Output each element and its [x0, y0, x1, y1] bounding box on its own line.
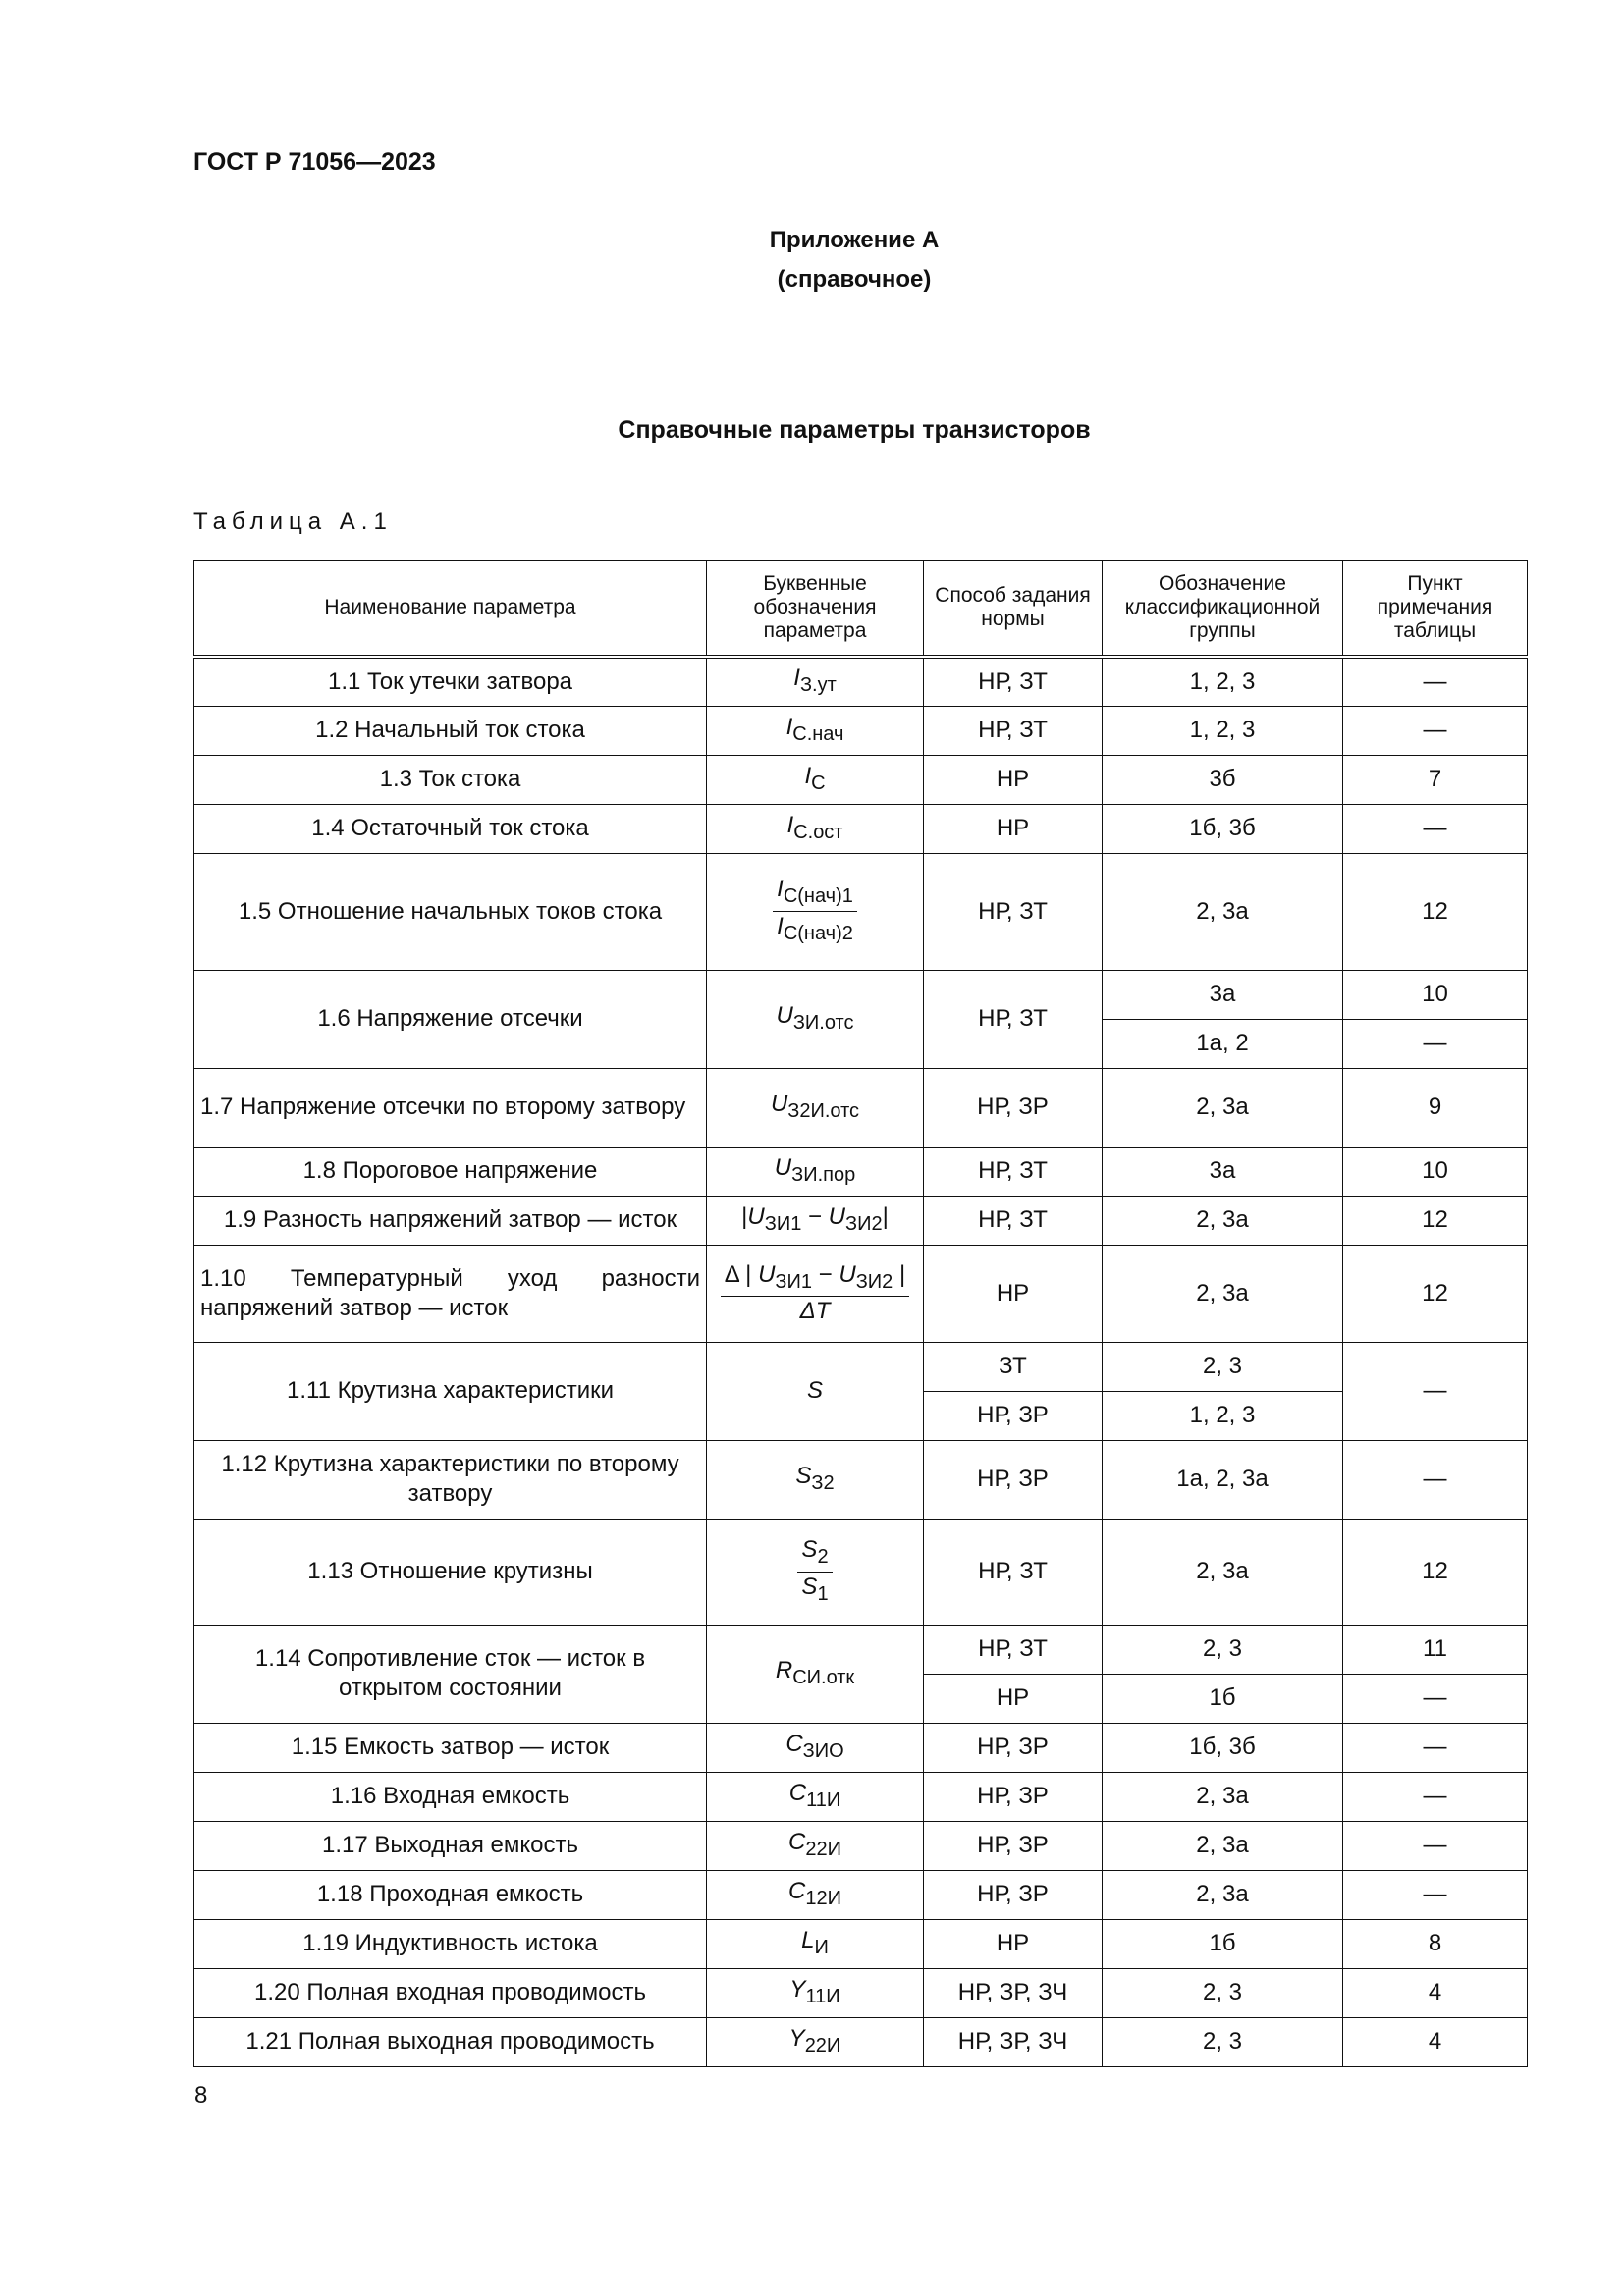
class-group: 2, 3а: [1103, 1245, 1343, 1342]
col-header-symbol: Буквенные обозначения параметра: [707, 561, 924, 658]
class-group: 2, 3а: [1103, 1870, 1343, 1919]
param-symbol: $U_{З2И.отс}$: [707, 1068, 924, 1147]
note-ref: 12: [1343, 1196, 1528, 1245]
param-symbol: $C_{ЗИО}$: [707, 1723, 924, 1772]
param-name: 1.21 Полная выходная проводимость: [194, 2017, 707, 2066]
param-name: 1.15 Емкость затвор — исток: [194, 1723, 707, 1772]
class-group: 1а, 2, 3а: [1103, 1440, 1343, 1519]
norm-method: НР: [924, 804, 1103, 853]
param-name: 1.8 Пороговое напряжение: [194, 1147, 707, 1196]
param-name: 1.20 Полная входная проводимость: [194, 1968, 707, 2017]
norm-method: НР, ЗР, ЗЧ: [924, 1968, 1103, 2017]
table-row: [194, 657, 1528, 706]
table-row: [194, 706, 1528, 755]
class-group: 1, 2, 3: [1103, 657, 1343, 706]
norm-method: НР, ЗТ: [924, 657, 1103, 706]
norm-method: НР: [924, 1245, 1103, 1342]
param-symbol: $S_{З2}$: [707, 1440, 924, 1519]
col-header-note: Пункт примечания таблицы: [1343, 561, 1528, 658]
table-row: [194, 1440, 1528, 1519]
table-row: [194, 1342, 1528, 1391]
norm-method: НР, ЗТ: [924, 970, 1103, 1068]
class-group: 2, 3: [1103, 1968, 1343, 2017]
param-name: 1.5 Отношение начальных токов стока: [194, 853, 707, 970]
param-symbol: $I_С$: [707, 755, 924, 804]
fraction: $\frac{S_2}{S_1}$: [797, 1535, 832, 1609]
class-group: 1, 2, 3: [1103, 706, 1343, 755]
class-group: 2, 3а: [1103, 853, 1343, 970]
param-name: 1.11 Крутизна характеристики: [194, 1342, 707, 1440]
fraction: $\frac{I_{С(нач)1}}{I_{С(нач)2}}$: [773, 875, 857, 948]
param-symbol: $Y_{11И}$: [707, 1968, 924, 2017]
class-group: 2, 3а: [1103, 1519, 1343, 1625]
norm-method: НР: [924, 1674, 1103, 1723]
param-symbol: $U_{ЗИ.отс}$: [707, 970, 924, 1068]
norm-method: ЗТ: [924, 1342, 1103, 1391]
param-symbol: $I_{З.ут}$: [707, 657, 924, 706]
table-row: [194, 1723, 1528, 1772]
note-ref: 10: [1343, 1147, 1528, 1196]
param-name: 1.4 Остаточный ток стока: [194, 804, 707, 853]
norm-method: НР, ЗР: [924, 1440, 1103, 1519]
param-symbol: [707, 1245, 924, 1342]
param-name: 1.6 Напряжение отсечки: [194, 970, 707, 1068]
class-group: 1б, 3б: [1103, 804, 1343, 853]
table-row: [194, 1870, 1528, 1919]
note-ref: 4: [1343, 1968, 1528, 2017]
class-group: 3б: [1103, 755, 1343, 804]
norm-method: НР, ЗР: [924, 1772, 1103, 1821]
note-ref: 4: [1343, 2017, 1528, 2066]
note-ref: 7: [1343, 755, 1528, 804]
section-title: Справочные параметры транзисторов: [618, 416, 1091, 444]
note-ref: —: [1343, 1019, 1528, 1068]
norm-method: НР, ЗР: [924, 1870, 1103, 1919]
note-ref: 12: [1343, 1519, 1528, 1625]
table-row: [194, 1196, 1528, 1245]
note-ref: —: [1343, 1342, 1528, 1440]
class-group: 3а: [1103, 970, 1343, 1019]
table-row: [194, 1245, 1528, 1342]
table-header-row: [194, 561, 1528, 658]
note-ref: —: [1343, 1821, 1528, 1870]
param-name: 1.9 Разность напряжений затвор — исток: [194, 1196, 707, 1245]
note-ref: —: [1343, 1674, 1528, 1723]
table-row: [194, 1068, 1528, 1147]
param-name: 1.18 Проходная емкость: [194, 1870, 707, 1919]
class-group: 2, 3: [1103, 1625, 1343, 1674]
param-symbol: $L_И$: [707, 1919, 924, 1968]
note-ref: 11: [1343, 1625, 1528, 1674]
param-symbol: $Y_{22И}$: [707, 2017, 924, 2066]
norm-method: НР, ЗТ: [924, 1147, 1103, 1196]
note-ref: —: [1343, 804, 1528, 853]
param-symbol: $|U_{ЗИ1} - U_{ЗИ2}|$: [707, 1196, 924, 1245]
param-symbol: $I_{С.ост}$: [707, 804, 924, 853]
norm-method: НР: [924, 755, 1103, 804]
class-group: 2, 3а: [1103, 1068, 1343, 1147]
col-header-method: Способ задания нормы: [924, 561, 1103, 658]
document-code: ГОСТ Р 71056—2023: [193, 148, 436, 176]
class-group: 2, 3а: [1103, 1772, 1343, 1821]
table-row: [194, 2017, 1528, 2066]
param-name: 1.2 Начальный ток стока: [194, 706, 707, 755]
class-group: 2, 3а: [1103, 1821, 1343, 1870]
note-ref: —: [1343, 1870, 1528, 1919]
norm-method: НР, ЗР: [924, 1068, 1103, 1147]
param-name: 1.14 Сопротивление сток — исток в открытом состоянии: [194, 1625, 707, 1723]
param-symbol: $C_{22И}$: [707, 1821, 924, 1870]
param-symbol: $C_{11И}$: [707, 1772, 924, 1821]
class-group: 2, 3а: [1103, 1196, 1343, 1245]
col-header-name: Наименование параметра: [194, 561, 707, 658]
param-name: 1.3 Ток стока: [194, 755, 707, 804]
norm-method: НР, ЗР: [924, 1391, 1103, 1440]
note-ref: 9: [1343, 1068, 1528, 1147]
note-ref: 8: [1343, 1919, 1528, 1968]
norm-method: НР, ЗР, ЗЧ: [924, 2017, 1103, 2066]
norm-method: НР, ЗТ: [924, 1196, 1103, 1245]
note-ref: 12: [1343, 1245, 1528, 1342]
table-row: [194, 1147, 1528, 1196]
note-ref: —: [1343, 1723, 1528, 1772]
class-group: 2, 3: [1103, 1342, 1343, 1391]
param-symbol: $U_{ЗИ.пор}$: [707, 1147, 924, 1196]
class-group: 1б: [1103, 1919, 1343, 1968]
table-row: [194, 1519, 1528, 1625]
param-name: 1.17 Выходная емкость: [194, 1821, 707, 1870]
class-group: 1а, 2: [1103, 1019, 1343, 1068]
col-header-group: Обозначение классификационной группы: [1103, 561, 1343, 658]
table-row: [194, 1625, 1528, 1674]
class-group: 2, 3: [1103, 2017, 1343, 2066]
param-symbol: [707, 853, 924, 970]
table-label: Таблица А.1: [193, 508, 393, 535]
norm-method: НР: [924, 1919, 1103, 1968]
table-row: [194, 755, 1528, 804]
note-ref: 12: [1343, 853, 1528, 970]
table-row: [194, 1919, 1528, 1968]
fraction: $\frac{\Delta | U_{ЗИ1} - U_{ЗИ2} |}{\Delta T}$: [721, 1260, 909, 1327]
table-row: [194, 970, 1528, 1019]
param-name: 1.19 Индуктивность истока: [194, 1919, 707, 1968]
table-row: [194, 804, 1528, 853]
param-name: 1.12 Крутизна характеристики по второму затвору: [194, 1440, 707, 1519]
table-row: [194, 853, 1528, 970]
param-symbol: S: [707, 1342, 924, 1440]
norm-method: НР, ЗР: [924, 1723, 1103, 1772]
norm-method: НР, ЗТ: [924, 1625, 1103, 1674]
note-ref: 10: [1343, 970, 1528, 1019]
parameters-table: [193, 560, 1528, 2067]
table-row: [194, 1772, 1528, 1821]
class-group: 1, 2, 3: [1103, 1391, 1343, 1440]
note-ref: —: [1343, 1772, 1528, 1821]
note-ref: —: [1343, 1440, 1528, 1519]
param-name: 1.13 Отношение крутизны: [194, 1519, 707, 1625]
param-symbol: $I_{С.нач}$: [707, 706, 924, 755]
page-number: 8: [194, 2082, 208, 2109]
norm-method: НР, ЗТ: [924, 706, 1103, 755]
note-ref: —: [1343, 657, 1528, 706]
class-group: 3а: [1103, 1147, 1343, 1196]
norm-method: НР, ЗТ: [924, 853, 1103, 970]
class-group: 1б, 3б: [1103, 1723, 1343, 1772]
param-symbol: $C_{12И}$: [707, 1870, 924, 1919]
annex-subtitle: (справочное): [777, 266, 932, 293]
norm-method: НР, ЗТ: [924, 1519, 1103, 1625]
class-group: 1б: [1103, 1674, 1343, 1723]
param-name: 1.7 Напряжение отсечки по второму затвору: [194, 1068, 707, 1147]
norm-method: НР, ЗР: [924, 1821, 1103, 1870]
table-row: [194, 1821, 1528, 1870]
param-symbol: $R_{СИ.отк}$: [707, 1625, 924, 1723]
param-name: 1.1 Ток утечки затвора: [194, 657, 707, 706]
note-ref: —: [1343, 706, 1528, 755]
param-name: 1.10 Температурный уход разности напряжений затвор — исток: [194, 1245, 707, 1342]
annex-title: Приложение А: [769, 227, 940, 253]
param-symbol: [707, 1519, 924, 1625]
param-name: 1.16 Входная емкость: [194, 1772, 707, 1821]
table-row: [194, 1968, 1528, 2017]
